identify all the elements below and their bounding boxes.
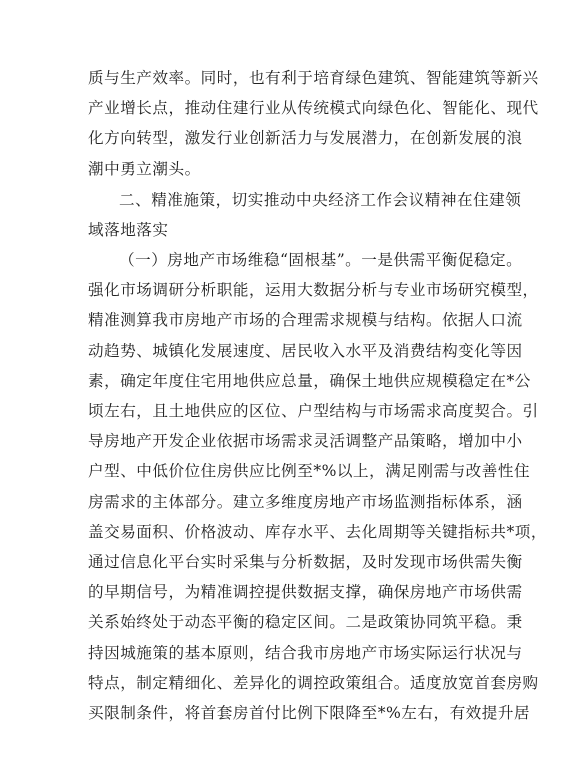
text-line: 持因城施策的基本原则，结合我市房地产市场实际运行状况与 — [88, 643, 523, 662]
text-line: 顷左右，且土地供应的区位、户型结构与市场需求高度契合。引 — [88, 402, 539, 421]
text-line: 动趋势、城镇化发展速度、居民收入水平及消费结构变化等因 — [88, 341, 523, 360]
continued-paragraph — [88, 63, 539, 184]
section-heading — [88, 185, 522, 245]
text-line: 关系始终处于动态平衡的稳定区间。二是政策协同筑平稳。秉 — [88, 613, 523, 632]
text-line: 通过信息化平台实时采集与分析数据，及时发现市场供需失衡 — [88, 553, 523, 572]
text-line: 素，确定年度住宅用地供应总量，确保土地供应规模稳定在*公 — [88, 371, 531, 390]
text-line: 化方向转型，激发行业创新活力与发展潜力，在创新发展的浪 — [88, 129, 523, 148]
text-line: 导房地产开发企业依据市场需求灵活调整产品策略，增加中小 — [88, 432, 523, 451]
text-line: 特点，制定精细化、差异化的调控政策组合。适度放宽首套房购 — [88, 673, 539, 692]
text-line: 买限制条件，将首套房首付比例下限降至*%左右，有效提升居 — [88, 704, 531, 723]
text-line: 的早期信号，为精准调控提供数据支撑，确保房地产市场供需 — [88, 583, 523, 602]
text-line: 盖交易面积、价格波动、库存水平、去化周期等关键指标共*项， — [88, 522, 547, 541]
text-line: 质与生产效率。同时，也有利于培育绿色建筑、智能建筑等新兴 — [88, 69, 539, 87]
text-line: 房需求的主体部分。建立多维度房地产市场监测指标体系，涵 — [88, 492, 523, 511]
heading-line: 二、精准施策，切实推动中央经济工作会议精神在住建领 — [119, 191, 522, 209]
subsection-paragraph — [88, 245, 547, 728]
text-line: 产业增长点，推动住建行业从传统模式向绿色化、智能化、现代 — [88, 99, 539, 118]
text-line: 强化市场调研分析职能，运用大数据分析与专业市场研究模型， — [88, 281, 539, 300]
heading-line: 域落地落实 — [88, 221, 169, 240]
text-line: 潮中勇立潮头。 — [88, 159, 201, 178]
text-line: （一）房地产市场维稳“固根基”。一是供需平衡促稳定。 — [119, 251, 523, 269]
text-line: 精准测算我市房地产市场的合理需求规模与结构。依据人口流 — [88, 311, 523, 330]
text-line: 户型、中低价位住房供应比例至*%以上，满足刚需与改善性住 — [88, 462, 531, 481]
